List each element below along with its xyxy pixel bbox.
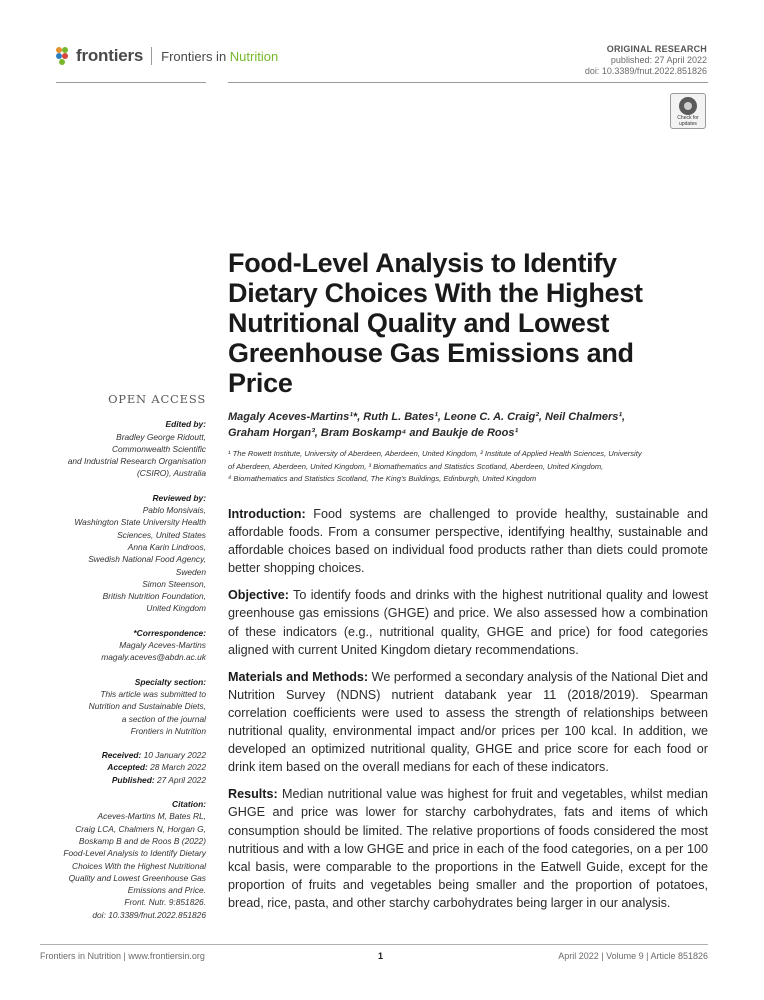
specialty-section bbox=[40, 676, 206, 737]
reviewer-line: Anna Karin Lindroos, bbox=[127, 541, 206, 552]
author-line: Graham Horgan³, Bram Boskamp⁴ and Baukje de Roos¹ bbox=[228, 427, 519, 439]
reviewed-by bbox=[40, 492, 206, 615]
citation-line: Quality and Lowest Greenhouse Gas bbox=[68, 872, 206, 883]
editor-line: Bradley George Ridoutt, bbox=[116, 431, 206, 442]
reviewer-line: Sciences, United States bbox=[117, 529, 206, 540]
reviewer-line: Swedish National Food Agency, bbox=[88, 554, 206, 565]
specialty-line: a section of the journal bbox=[121, 713, 206, 724]
badge-label: Check for updates bbox=[677, 115, 699, 127]
reviewer-line: Washington State University Health bbox=[74, 517, 206, 528]
affiliation-line: ⁴ Biomathematics and Statistics Scotland, The King's Buildings, Edinburgh, United Kingdom bbox=[228, 474, 537, 483]
abstract bbox=[228, 505, 708, 921]
reviewer-line: Sweden bbox=[175, 566, 206, 577]
citation-line: Craig LCA, Chalmers N, Horgan G, bbox=[75, 823, 206, 834]
received-date: Received: 10 January 2022 bbox=[101, 750, 206, 761]
affiliation-line: ¹ The Rowett Institute, University of Aberdeen, Aberdeen, United Kingdom, ² Institute of Applied Health Sciences, University bbox=[228, 449, 642, 458]
affiliation-line: of Aberdeen, Aberdeen, United Kingdom, ³ Biomathematics and Statistics Scotland, Aberdeen, United Kingdom, bbox=[228, 461, 604, 471]
article-title: Food-Level Analysis to Identify Dietary Choices With the Highest Nutritional Quality and Lowest Greenhouse Gas Emissions and Price bbox=[228, 248, 643, 398]
page-number: 1 bbox=[378, 951, 384, 961]
brand-name: frontiers bbox=[76, 46, 144, 65]
correspondence-heading: *Correspondence: bbox=[133, 627, 206, 638]
published-date-sidebar: Published: 27 April 2022 bbox=[111, 774, 206, 785]
editor-line: Commonwealth Scientific bbox=[111, 443, 206, 454]
footer-volume-info: April 2022 | Volume 9 | Article 851826 bbox=[558, 951, 708, 961]
article-dates bbox=[40, 749, 206, 786]
edited-by-heading: Edited by: bbox=[165, 419, 206, 430]
logo-divider bbox=[151, 47, 152, 65]
article-type: ORIGINAL RESEARCH bbox=[606, 44, 707, 54]
correspondence-name: Magaly Aceves-Martins bbox=[119, 640, 206, 651]
abstract-objective: Objective: To identify foods and drinks with the highest nutritional quality and lowest greenhouse gas emissions (GHGE) and price. We also assessed how a combination of these indicators (e.g., nutritional quality, GHGE and price) for food categories aligned with current United Kingdom dietary recommendations. bbox=[228, 588, 708, 657]
accepted-date: Accepted: 28 March 2022 bbox=[107, 762, 206, 773]
journal-name: Frontiers in Nutrition bbox=[161, 48, 279, 64]
footer-journal-link[interactable]: Frontiers in Nutrition | www.frontiersin.org bbox=[40, 951, 205, 961]
reviewer-line: Pablo Monsivais, bbox=[142, 505, 206, 516]
specialty-heading: Specialty section: bbox=[134, 676, 206, 687]
check-for-updates-badge[interactable] bbox=[670, 93, 706, 129]
correspondence bbox=[40, 627, 206, 664]
citation-line: Food-Level Analysis to Identify Dietary bbox=[63, 848, 206, 859]
check-updates-icon bbox=[679, 97, 697, 115]
frontiers-logo-icon bbox=[56, 47, 72, 65]
citation-line: Front. Nutr. 9:851826. bbox=[124, 897, 206, 908]
header-rule-right bbox=[228, 82, 708, 83]
citation-doi[interactable]: doi: 10.3389/fnut.2022.851826 bbox=[92, 909, 206, 920]
footer-rule bbox=[40, 944, 708, 945]
correspondence-email[interactable]: magaly.aceves@abdn.ac.uk bbox=[101, 652, 206, 663]
specialty-line: This article was submitted to bbox=[100, 688, 206, 699]
citation bbox=[40, 798, 206, 921]
edited-by bbox=[40, 418, 206, 479]
article-doi[interactable]: doi: 10.3389/fnut.2022.851826 bbox=[584, 66, 707, 76]
citation-heading: Citation: bbox=[172, 799, 206, 810]
specialty-line: Nutrition and Sustainable Diets, bbox=[88, 701, 206, 712]
author-list bbox=[228, 409, 708, 441]
reviewer-line: British Nutrition Foundation, bbox=[102, 591, 206, 602]
header-rule-left bbox=[56, 82, 206, 83]
abstract-results: Results: Median nutritional value was highest for fruit and vegetables, whilst median GHGE and price was lower for starchy carbohydrates, fats and items of which consumption should be limited. The relative proportions of foods considered the most nutritious and with a low GHGE and price in each of the food categories, on a per 100 kcal basis, were comparable to the proportions in the Eatwell Guide, except for the proportion of fruits and vegetables being smaller and the proportion of potatoes, bread, rice, pasta, and other starchy carbohydrates being larger in our analysis. bbox=[228, 787, 708, 910]
published-date: published: 27 April 2022 bbox=[610, 55, 707, 65]
specialty-line: Frontiers in Nutrition bbox=[130, 725, 206, 736]
author-line: Magaly Aceves-Martins¹*, Ruth L. Bates¹, Leone C. A. Craig², Neil Chalmers¹, bbox=[228, 411, 626, 423]
reviewed-by-heading: Reviewed by: bbox=[152, 492, 206, 503]
editor-line: and Industrial Research Organisation bbox=[67, 456, 206, 467]
frontiers-logo[interactable] bbox=[56, 44, 278, 68]
citation-line: Emissions and Price. bbox=[127, 885, 206, 896]
citation-line: Choices With the Highest Nutritional bbox=[72, 860, 206, 871]
article-sidebar bbox=[40, 393, 206, 933]
editor-line: (CSIRO), Australia bbox=[136, 468, 206, 479]
abstract-methods: Materials and Methods: We performed a secondary analysis of the National Diet and Nutrition Survey (NDNS) nutrient databank year 11 (2018/2019). Spearman correlation coefficients were used to assess the strength of relationships between nutritional quality, environmental impact and/or prices per 100 kcal. In addition, we developed an optimized nutritional quality, GHGE and price score for each food or drink item based on the overall medians for each of these indicators. bbox=[228, 669, 709, 775]
article-meta bbox=[585, 44, 707, 77]
abstract-introduction: Introduction: Food systems are challenged to provide healthy, sustainable and affordable foods. From a consumer perspective, identifying healthy, sustainable and affordable choices based on individual food products rather than diets could promote better shopping choices. bbox=[228, 507, 708, 576]
open-access-label: OPEN ACCESS bbox=[108, 392, 206, 406]
reviewer-line: United Kingdom bbox=[146, 603, 206, 614]
affiliations bbox=[228, 448, 708, 486]
citation-line: Boskamp B and de Roos B (2022) bbox=[78, 835, 206, 846]
citation-line: Aceves-Martins M, Bates RL, bbox=[97, 811, 206, 822]
reviewer-line: Simon Steenson, bbox=[142, 578, 206, 589]
